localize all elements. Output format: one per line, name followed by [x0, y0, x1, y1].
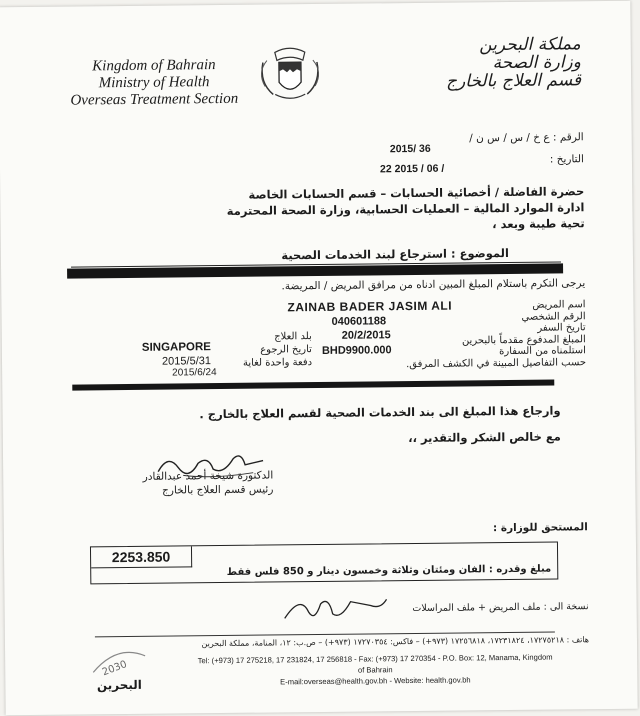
totals-box: [90, 541, 558, 584]
details-black-bar: [72, 380, 554, 391]
subject-title: الموضوع : استرجاع لبند الخدمات الصحية: [277, 246, 513, 262]
copy-to-line: نسخة الى : ملف المريض + ملف المراسلات: [412, 601, 589, 615]
label-travel-date: تاريخ السفر: [537, 322, 586, 334]
date-value: 22 2015 / 06 /: [379, 162, 445, 176]
date-label: التاريخ :: [549, 153, 584, 166]
handwritten-signature-icon: [153, 444, 273, 483]
label-details: حسب التفاصيل المبينة في الكشف المرفق.: [405, 356, 587, 370]
cpr-value: 040601188: [331, 315, 387, 328]
footer-arabic-address: هاتف : ١٧٢٧٥٢١٨، ١٧٢٣١٨٢٤، ١٧٢٥٦٨١٨ (٩٧٣+) – فاكس: ١٧٢٧٠٣٥٤ (٩٧٣+) – ص.ب: ١٢، المنامة، مملكة البحرين: [201, 635, 590, 649]
greeting-line: تحية طيبة وبعد ،: [492, 216, 585, 232]
due-label: المستحق للوزارة :: [492, 521, 588, 535]
total-amount-cell: [91, 546, 192, 568]
total-amount: 2253.850: [111, 548, 171, 566]
header-ministry: Ministry of Health: [98, 74, 210, 92]
header-ar-kingdom: مملكة البحرين: [479, 34, 581, 56]
amount-value: BHD9900.000: [321, 344, 392, 357]
reference-number: 2015/ 36: [389, 142, 431, 156]
addressee-line2: ادارة الموارد المالية – العمليات الحسابية، وزارة الصحة المحترمة: [226, 200, 585, 218]
label-embassy: استلمناه من السفارة: [499, 345, 586, 358]
amount-in-words: مبلغ وقدره : الفان ومئتان وثلاثة وخمسون دينار و 850 فلس فقط: [226, 563, 552, 578]
return-date-value: 2015/5/31: [161, 355, 212, 368]
footer-english-address: [195, 652, 555, 689]
payment-date-value: 2015/6/24: [172, 367, 217, 379]
body-line2: مع خالص الشكر والتقدير ،،: [408, 429, 561, 446]
bahrain-logo-text: البحرين: [96, 677, 142, 693]
header-ar-section: قسم العلاج بالخارج: [445, 70, 582, 92]
signatory-name: الدكتورة شيخة أحمد عبدالقادر: [142, 469, 274, 483]
patient-name-value: ZAINAB BADER JASIM ALI: [287, 298, 453, 315]
bahrain-2030-logo: [87, 646, 151, 691]
label-single-payment: دفعة واحدة لغاية: [242, 357, 313, 369]
travel-date-value: 20/2/2015: [341, 329, 391, 342]
header-ar-ministry: وزارة الصحة: [492, 52, 582, 74]
vision-2030-icon: [87, 646, 151, 677]
label-patient-name: اسم المريض: [532, 299, 586, 311]
label-personal-number: الرقم الشخصي: [521, 310, 586, 323]
treatment-labels: [242, 330, 312, 370]
arabic-header: [411, 35, 582, 91]
addressee-line1: حضرة الفاضلة / أخصائية الحسابات – قسم الحسابات الخاصة: [248, 184, 585, 202]
addressee-block: [124, 183, 584, 236]
english-header: [59, 57, 250, 110]
request-line: يرجى التكرم باستلام المبلغ المبين ادناه من مرافق المريض / المريضة.: [281, 277, 586, 293]
reference-label: الرقم : ع خ / س / س ن /: [469, 131, 584, 145]
footer-address-line1: Tel: (+973) 17 275218, 17 231824, 17 256818 - Fax: (+973) 17 270354 - P.O. Box: 12, Manama, Kingdom of Bahrain: [197, 652, 553, 675]
label-treatment-country: بلد العلاج: [274, 331, 312, 343]
letter-page: [0, 1, 638, 716]
initials-signature-icon: [280, 591, 390, 626]
reference-row: [324, 131, 584, 146]
label-return-date: تاريخ الرجوع: [260, 344, 312, 356]
bahrain-emblem-icon: [255, 42, 326, 105]
header-kingdom: Kingdom of Bahrain: [92, 57, 216, 75]
label-amount-paid: المبلغ المدفوع مقدماً بالبحرين: [461, 333, 586, 346]
svg-text:2030: 2030: [100, 659, 129, 677]
footer-address-line2: E-mail:overseas@health.gov.bh - Website: health.gov.bh: [280, 675, 471, 687]
header-section: Overseas Treatment Section: [70, 90, 239, 109]
signatory-title: رئيس قسم العلاج بالخارج: [162, 483, 274, 497]
body-line1: وارجاع هذا المبلغ الى بند الخدمات الصحية لقسم العلاج بالخارج .: [199, 403, 561, 422]
treatment-country-value: SINGAPORE: [141, 341, 211, 354]
